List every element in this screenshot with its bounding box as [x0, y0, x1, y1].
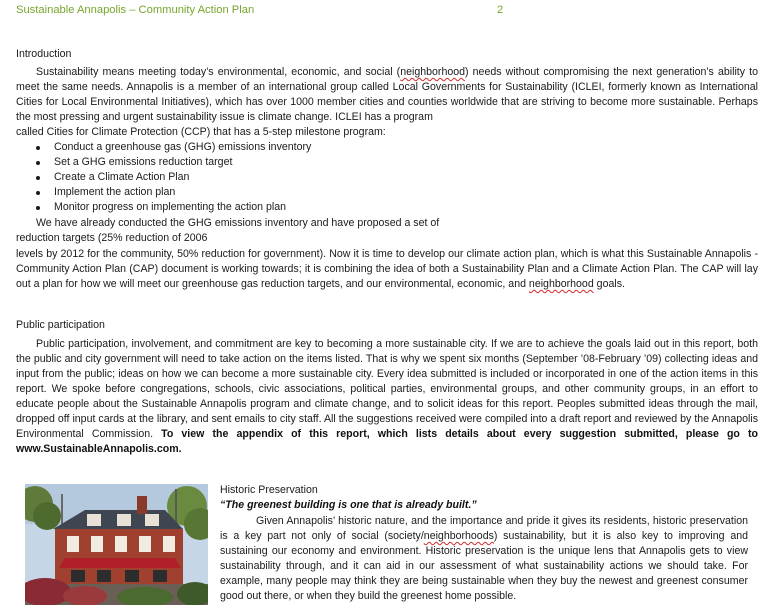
- public-participation-heading: Public participation: [16, 319, 105, 331]
- spellcheck-word: neighborhood: [400, 66, 466, 78]
- historic-building-image: [25, 484, 208, 605]
- list-item: Set a GHG emissions reduction target: [18, 155, 311, 170]
- intro-text-a: Sustainability means meeting today’s environmental, economic, and social (: [36, 66, 401, 78]
- historic-preservation-heading: Historic Preservation: [220, 484, 318, 496]
- milestone-list: [18, 140, 311, 215]
- public-participation-paragraph: [16, 337, 758, 457]
- historic-building-photo: [25, 484, 208, 605]
- progress-line: We have already conducted the GHG emissions inventory and have proposed a set of: [36, 217, 440, 229]
- appendix-link-text: To view the appendix of this report, which lists details about every suggestion submitted, please go to www.SustainableAnnapolis.com.: [16, 428, 758, 455]
- list-item: Monitor progress on implementing the action plan: [18, 200, 311, 215]
- page-number: 2: [497, 4, 504, 16]
- historic-quote: “The greenest building is one that is already built.”: [220, 499, 477, 511]
- cap-paragraph: [16, 247, 758, 292]
- intro-continuation: called Cities for Climate Protection (CCP) that has a 5-step milestone program:: [16, 126, 386, 138]
- intro-text-b: ) needs without compromising the next generation’s ability to meet the same needs. Annapolis is a member of an international group called Local Governments for Sustainability (ICLEI, formerly known as International Cities for Local Environmental Initiatives), which has over 1000 member cities and counties worldwide that are striving to become more sustainable. Perhaps the most pressing and urgent sustainability issue is climate change. ICLEI has a program: [16, 66, 758, 123]
- cap-text-b: goals.: [593, 278, 625, 290]
- spellcheck-word: neighborhood: [528, 278, 594, 290]
- targets-line: reduction targets (25% reduction of 2006: [16, 232, 208, 244]
- cap-text-a: levels by 2012 for the community, 50% reduction for government). Now it is time to develop our climate action plan, which is what this Sustainable Annapolis - Community Action Plan (CAP) document is working towards; it is combining the idea of both a Sustainability Plan and a Climate Action Plan. The CAP will lay out a plan for how we will meet our greenhouse gas reduction targets, and our environmental, economic, and: [16, 248, 758, 290]
- introduction-heading: Introduction: [16, 48, 72, 60]
- list-item: Create a Climate Action Plan: [18, 170, 311, 185]
- spellcheck-word: neighborhoods: [423, 530, 494, 542]
- list-item: Conduct a greenhouse gas (GHG) emissions inventory: [18, 140, 311, 155]
- historic-text-a: Given Annapolis’ historic nature, and the importance and pride it gives its residents, historic preservation is a key part not only of social (society/: [220, 515, 748, 542]
- list-item: Implement the action plan: [18, 185, 311, 200]
- document-title: Sustainable Annapolis – Community Action Plan: [16, 4, 255, 16]
- historic-preservation-paragraph: [220, 514, 748, 604]
- historic-text-b: ) sustainability, but it is also key to improving and sustaining our economy and environment. Historic preservation is the unique lens that Annapolis gets to view sustainability through, and it can aid in our assessment of what sustainability actions we should take. For example, many people may think they are being sustainable when they buy the newest and greenest consumer good out there, or when they build the greenest home possible.: [220, 530, 748, 602]
- introduction-paragraph: [16, 65, 758, 125]
- participation-text: Public participation, involvement, and commitment are key to becoming a more sustainable city. If we are to achieve the goals laid out in this report, both the public and city government will need to take action on the items listed. That is why we spent six months (September ’08-February ’09) collecting ideas and input from the public; ideas on how we can become a more sustainable city. Every idea submitted is included or incorporated in one of the action items in this report. We spoke before congregations, schools, civic associations, political parties, environmental groups, and other community groups, in an effort to educate people about the Sustainable Annapolis program and climate change, and to solicit ideas for this report. Peoples submitted ideas through the mail, dropped off input cards at the library, and sent emails to city staff. All the suggestions received were compiled into a draft report and reviewed by the Annapolis Environmental Commission.: [16, 338, 758, 440]
